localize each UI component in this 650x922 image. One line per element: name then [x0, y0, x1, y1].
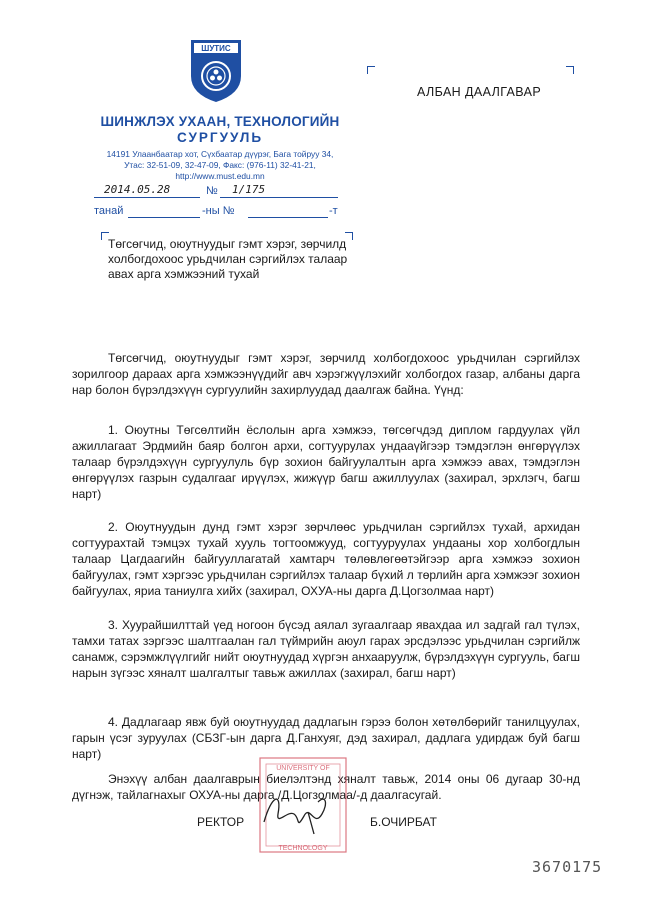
- logo-text: ШУТИС: [201, 44, 231, 53]
- official-stamp: [248, 754, 348, 854]
- intro-paragraph: Төгсөгчид, оюутнуудыг гэмт хэрэг, зөрчилд холбогдохоос урьдчилан сэргийлэх зорилгоор дараах арга хэмжээнүүдийг авч хэрэгжүүлэхийг холбогдох газар, албаны дарга нар болон бүрэлдэхүүн сургуулийн захирлуудад даалгаж байна. Үүнд:: [72, 351, 580, 397]
- ny-label: -ны №: [202, 205, 235, 217]
- org-name-line2: СУРГУУЛЬ: [176, 130, 264, 145]
- item-3: 3. Хуурайшилттай үед ногоон бүсэд аялал зугаалгаар явахдаа ил задгай гал түлэх, тамхи татах зэргээс шалтгаалан гал түймрийн аюул гарах эрсдэлээс урьдчилан сэргийлж санамж, сэрэмжлүүлгийг нийт оюутнуудад хүргэн анхааруулж, бүрэлдэхүүн сургууль, багш нарын зүгээс хяналт шалгалтыг тавьж ажиллах (захирал, багш нарт): [72, 618, 580, 680]
- corner-mark-top-right: [566, 66, 574, 74]
- signatory-name: Б.ОЧИРБАТ: [370, 815, 437, 829]
- serial-number: 3670175: [532, 858, 603, 876]
- tanai-label: танай: [94, 205, 124, 217]
- date-value: 2014.05.28: [104, 183, 171, 196]
- org-name-line1: ШИНЖЛЭХ УХААН, ТЕХНОЛОГИЙН: [100, 114, 340, 129]
- stamp-text-top: UNIVERSITY OF: [276, 765, 330, 772]
- item-1: 1. Оюутны Төгсөлтийн ёслолын арга хэмжээ, төгсөгчдэд диплом гардуулах үйл ажиллагаат Эрдмийн баяр болгон архи, согтуурулах ундааүйгээр тэмдэглэн өнгөрүүлэх талаар бүрэлдэхүүн сургуулуль бүр зохион байгуулалтын арга хэмжээ авах, тэмдэглэн өнгөрүүлэх газрын судалгааг ирүүлэх, жижүүр багш ажиллуулах (захирал, эрхлэгч, багш нарт): [72, 423, 580, 501]
- document-type: АЛБАН ДААЛГАВАР: [417, 85, 542, 99]
- number-value: 1/175: [232, 183, 266, 196]
- website: http://www.must.edu.mn: [175, 171, 265, 181]
- signatory-title: РЕКТОР: [197, 815, 245, 829]
- address-line1: 14191 Улаанбаатар хот, Сүхбаатар дүүрэг, Бага тойруу 34,: [106, 149, 334, 159]
- university-logo: [188, 38, 244, 104]
- t-label: -т: [329, 205, 338, 217]
- corner-mark-top-left: [367, 66, 375, 74]
- number-label: №: [206, 185, 218, 197]
- item-4: 4. Дадлагаар явж буй оюутнуудад дадлагын гэрээ болон хөтөлбөрийг танилцуулах, гарын үсэг зуруулах (СБЗГ-ын дарга Д.Ганхуяг, дэд захирал, дадлага удирдаж буй багш нарт): [72, 715, 580, 761]
- address-line2: Утас: 32-51-09, 32-47-09, Факс: (976-11) 32-41-21,: [124, 160, 316, 170]
- date-line: [94, 197, 200, 198]
- subject: Төгсөгчид, оюутнуудыг гэмт хэрэг, зөрчилд холбогдохоос урьдчилан сэргийлэх талаар авах арга хэмжээний тухай: [108, 237, 348, 281]
- number-line: [220, 197, 338, 198]
- item-2: 2. Оюутнуудын дунд гэмт хэрэг зөрчлөөс урьдчилан сэргийлэх тухай, архидан согтуурахтай тэмцэх тухай хууль тогтоомжууд, согтууруулах ундааны хор холбогдлын талаар Цагдаагийн байгууллагатай хамтарч төлөвлөгөөтэйгээр арга хэмжээ зохион байгуулах, гэмт хэргээс урьдчилан сэргийлэх талаар бүхий л төрлийн арга хэмжээг зохион байгуулах, яриа таниулга хийх (захирал, ОХУА-ны дарга Д.Цогзолмаа нарт): [72, 520, 580, 598]
- stamp-text-bottom: TECHNOLOGY: [278, 845, 328, 852]
- ny-line: [248, 217, 328, 218]
- tanai-line: [128, 217, 200, 218]
- closing-paragraph: Энэхүү албан даалгаврын биелэлтэнд хяналт тавьж, 2014 оны 06 дугаар 30-нд дүгнэж, тайлагнахыг ОХУА-ны дарга /Д.Цогзолмаа/-д даалгасугай.: [72, 772, 580, 802]
